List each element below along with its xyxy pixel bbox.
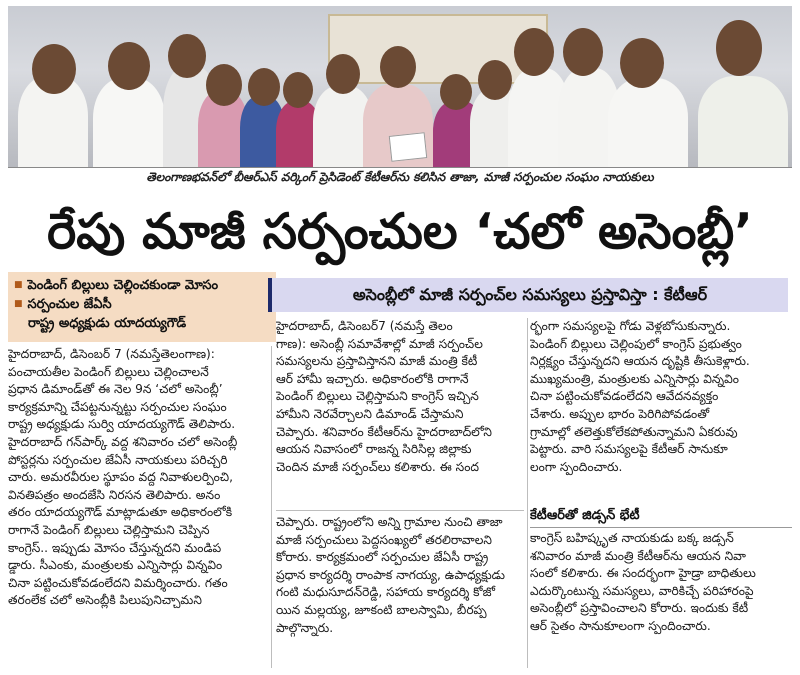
column-divider: [527, 318, 528, 668]
person-figure: [608, 78, 688, 168]
text-line: చినా పట్టించుకోవడంలేదని ఆవేదనవ్యక్తం: [530, 389, 719, 404]
text-line: చారు. అమరవీరుల స్థూపం వద్ద నివాళులర్పించి,: [8, 470, 233, 485]
sub-story-heading: కేటీఆర్‌తో జిడ్సన్ భేటీ: [530, 508, 792, 528]
highlight-item-continued: రాష్ట్ర అధ్యక్షుడు యాదయ్యగౌడ్: [28, 316, 187, 331]
text-line: రాగానే పెండింగ్ బిల్లులు చెల్లిస్తామని చెప్పిన: [8, 522, 210, 537]
article-column-judson: [530, 530, 792, 668]
text-line: గ్రామాల్లో తలెత్తుకోలేకపోతున్నామని ఏకరువు: [530, 424, 738, 439]
person-figure: [93, 78, 165, 168]
person-head: [716, 20, 762, 76]
person-head: [206, 64, 242, 106]
text-line: హైదరాబాద్ గన్‌పార్క్ వద్ద శనివారం చలో అసెంబ్లీ: [8, 434, 238, 449]
text-line: చినా పట్టించుకోవడంలేదని విమర్శించారు. గతం: [8, 575, 228, 590]
text-line: మాజీ సర్పంచులు పెద్దసంఖ్యలో తరలిరావాలని: [276, 532, 492, 547]
text-line: తరం యాదయ్యగౌడ్ మాట్లాడుతూ అధికారంలోకి: [8, 505, 233, 520]
text-line: ప్రధాన డిమాండ్‌తో ఈ నెల 9న ‘చలో అసెంబ్లీ’: [8, 382, 223, 397]
text-line: పెట్టారు. వారి సమస్యలపై కేటీఆర్ సానుకూ: [530, 442, 728, 457]
text-line: ఆయన నివాసంలో రాజన్న సిరిసిల్ల జిల్లాకు: [276, 442, 472, 457]
text-line: హైదరాబాద్, డిసెంబర్ 7 (నమస్తేతెలంగాణ):: [8, 347, 215, 361]
memorandum-paper: [389, 132, 428, 162]
article-column-ktr-2: [530, 318, 792, 508]
person-head: [283, 72, 313, 108]
person-head: [32, 44, 76, 94]
person-head: [563, 28, 603, 76]
person-head: [440, 74, 472, 110]
text-line: సమస్యలను ప్రస్తావిస్తానని మాజీ మంత్రి కేటీ: [276, 354, 478, 369]
text-line: ముఖ్యమంత్రి, మంత్రులకు ఎన్నిసార్లు విన్నవిం: [530, 371, 739, 386]
text-line: పాల్గొన్నారు.: [276, 620, 334, 635]
sub-story-banner: అసెంబ్లీలో మాజీ సర్పంచ్‌ల సమస్యలు ప్రస్తావిస్తా : కేటీఆర్: [268, 278, 788, 312]
article-column-ktr-1: [276, 318, 524, 508]
highlight-item: ■ సర్పంచుల జేఏసీ: [14, 295, 270, 314]
person-head: [326, 54, 360, 94]
highlights-box: [8, 272, 276, 342]
text-line: చెప్పారు. శనివారం కేటీఆర్‌ను హైదరాబాద్‌లోని: [276, 424, 492, 439]
text-line: తరంలేక చలో అసెంబ్లీకి పిలుపునిచ్చామని: [8, 593, 202, 608]
text-line: ప్రధాన కార్యదర్శి రాంపాక నాగయ్య, ఉపాధ్యక్షుడు: [276, 567, 505, 582]
text-line: హామీని నెరవేర్చాలని డిమాండ్ చేస్తామని: [276, 406, 464, 421]
photo-caption: తెలంగాణభవన్‌లో బీఆర్ఎస్ వర్కింగ్ ప్రెసిడెంట్ కేటీఆర్‌ను కలిసిన తాజా, మాజీ సర్పంచుల సంఘం నాయకులు: [146, 170, 654, 184]
text-line: కార్యక్రమాన్ని చేపట్టనున్నట్టు సర్పంచుల సంఘం: [8, 399, 227, 414]
article-column-main: [8, 346, 268, 668]
text-line: కాంగ్రెస్ బహిష్కృత నాయకుడు బక్క జడ్సన్: [530, 531, 734, 545]
text-line: చేశారు. అప్పుల భారం పెరిగిపోవడంతో: [530, 406, 710, 421]
text-line: కోరారు. కార్యక్రమంలో సర్పంచుల జేఏసీ రాష్ట్ర: [276, 550, 489, 565]
text-line: చెప్పారు. రాష్ట్రంలోని అన్ని గ్రామాల నుంచి తాజా: [276, 515, 503, 529]
row-divider: [276, 510, 524, 511]
text-line: చెందిన మాజీ సర్పంచ్‌లు కలిశారు. ఈ సంద: [276, 459, 479, 474]
person-figure: [698, 76, 788, 168]
text-line: పెండింగ్ బిల్లులు చెల్లిస్తామని కాంగ్రెస్ ఇచ్చిన: [276, 389, 479, 404]
person-head: [620, 38, 664, 88]
person-head: [478, 60, 512, 100]
text-line: కాంగ్రెస్.. ఇప్పుడు మోసం చేస్తున్నదని మండిప: [8, 540, 222, 555]
text-line: శనివారం మాజీ మంత్రి కేటీఆర్‌ను ఆయన నివా: [530, 548, 746, 563]
article-column-main-cont: [276, 514, 524, 668]
person-head: [168, 34, 206, 78]
text-line: గాణ): అసెంబ్లీ సమావేశాల్లో మాజీ సర్పంచ్‌ల: [276, 336, 483, 351]
text-line: ర్భంగా సమస్యలపై గోడు వెళ్లబోసుకున్నారు.: [530, 319, 731, 333]
text-line: యిన మల్లయ్య, జూకంటి బాలస్వామి, బీరప్ప: [276, 602, 487, 617]
column-divider: [271, 346, 272, 668]
text-line: పెండింగ్ బిల్లులు చెల్లింపులో కాంగ్రెస్ ప్రభుత్వం: [530, 336, 742, 351]
person-head: [248, 68, 280, 106]
news-photo: [8, 6, 792, 168]
text-line: అసెంబ్లీలో ప్రస్తావించాలని కోరారు. ఇందుకు కేటీ: [530, 601, 749, 616]
person-head: [514, 28, 554, 76]
text-line: ఆర్ హామీ ఇచ్చారు. అధికారంలోకి రాగానే: [276, 371, 469, 386]
text-line: లంగా స్పందించారు.: [530, 459, 623, 474]
text-line: ఎదుర్కొంటున్న సమస్యలు, వారికిచ్చే పరిహారంపై: [530, 583, 754, 598]
text-line: ఆర్ సైతం సానుకూలంగా స్పందించారు.: [530, 618, 711, 633]
text-line: నిర్లక్ష్యం చేస్తున్నదని ఆయన దృష్టికి తీసుకెళ్లారు.: [530, 354, 750, 369]
text-line: సంలో కలిశారు. ఈ సందర్భంగా హైడ్రా బాధితులు: [530, 566, 756, 581]
page-headline: రేపు మాజీ సర్పంచుల ‘చలో అసెంబ్లీ’: [47, 203, 753, 260]
text-line: డ్డారు. సీఎంకు, మంత్రులకు ఎన్నిసార్లు విన్నవిం: [8, 558, 223, 573]
text-line: రాష్ట్ర అధ్యక్షుడు సుర్వి యాదయ్యగౌడ్ తెలిపారు.: [8, 417, 236, 432]
person-head: [108, 42, 150, 90]
text-line: పంచాయతీల పెండింగ్ బిల్లులు చెల్లించాలనే: [8, 364, 209, 379]
text-line: వినతిపత్రం అందజేసి నిరసన తెలిపారు. అనం: [8, 487, 221, 502]
text-line: పోస్టర్లను సర్పంచుల జేఏసీ నాయకులు పరిచ్చరి: [8, 452, 228, 467]
person-head: [380, 46, 416, 88]
text-line: హైదరాబాద్, డిసెంబర్7 (నమస్తే తెలం: [276, 319, 453, 333]
highlight-item: ■ పెండింగ్ బిల్లులు చెల్లించకుండా మోసం: [14, 276, 270, 295]
text-line: గంటి మధుసూదన్‌రెడ్డి, సహాయ కార్యదర్శి కోజో: [276, 585, 495, 600]
